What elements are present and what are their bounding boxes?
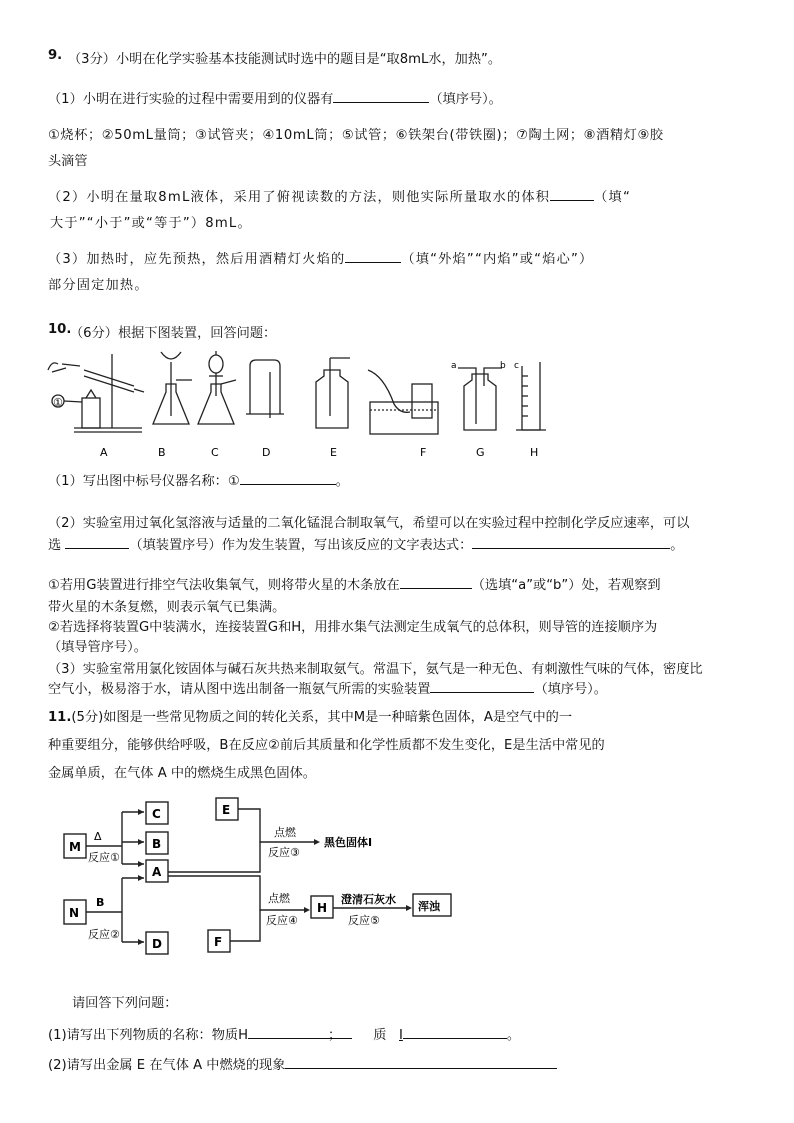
apparatus-label-f: F [420, 446, 427, 459]
apparatus-marker: ① [53, 396, 63, 409]
q10-header: （6分）根据下图装置，回答问题： [70, 326, 277, 341]
q9-part3-line2: 部分固定加热。 [48, 278, 149, 293]
q9-part3-line1 [48, 248, 593, 267]
q9-header: （3分）小明在化学实验基本技能测试时选中的题目是“取8mL水，加热”。 [68, 52, 502, 67]
q10-part3-text: 空气小，极易溶于水，请从图中选出制备一瓶氨气所需的实验装置 [48, 682, 431, 697]
q10-part3-blank[interactable] [430, 678, 534, 693]
q11-answer1-text: (1)请写出下列物质的名称：物质H [48, 1028, 249, 1043]
label-react5: 反应⑤ [348, 914, 380, 927]
label-c: C [152, 807, 161, 821]
q10-part3-line2 [48, 678, 607, 697]
label-b: B [152, 837, 162, 851]
label-h: H [317, 901, 328, 915]
apparatus-figure [44, 346, 564, 462]
q11-prompt: 请回答下列问题： [72, 996, 178, 1011]
q9-options-line1: ①烧杯；②50mL量筒；③试管夹；④10mL筒；⑤试管；⑥铁架台(带铁圈)；⑦陶土网；⑧酒精灯⑨胶 [48, 128, 664, 143]
q10-part3-tail: （填序号）。 [534, 682, 607, 697]
q9-part1-tail: （填序号）。 [429, 92, 502, 107]
q10-part2-line2 [48, 534, 683, 553]
apparatus-f-drawing [368, 370, 438, 434]
q11-answer1 [48, 1024, 520, 1043]
q11-answer1-tail: 。 [506, 1028, 521, 1043]
label-heat: Δ [94, 830, 102, 843]
q11-number: 11. [48, 710, 72, 725]
label-react3: 反应③ [268, 846, 300, 859]
label-react2: 反应② [88, 928, 120, 941]
label-catalyst-b: B [96, 896, 105, 909]
q10-part2-line1: （2）实验室用过氧化氢溶液与适量的二氧化锰混合制取氧气，希望可以在实验过程中控制化学反应速率，可以 [48, 516, 690, 531]
q11-text-line1: (5分)如图是一些常见物质之间的转化关系，其中M是一种暗紫色固体，A是空气中的一 [71, 710, 573, 725]
port-label-b: b [500, 361, 506, 371]
q11-line2: 种重要组分，能够供给呼吸，B在反应②前后其质量和化学性质都不发生变化，E是生活中常见的 [48, 738, 605, 753]
q10-part3-line1: （3）实验室常用氯化铵固体与碱石灰共热来制取氨气。常温下，氨气是一种无色、有刺激性气味的气体，密度比 [48, 662, 703, 677]
q11-answer1-sep: ； [328, 1028, 342, 1043]
q9-part2-blank[interactable] [550, 186, 594, 201]
q9-options-line2: 头滴管 [48, 154, 88, 169]
label-product-i: 黑色固体I [324, 836, 373, 849]
apparatus-a-drawing [48, 354, 144, 432]
label-a: A [152, 865, 162, 879]
q10-part2-blank1[interactable] [65, 534, 129, 549]
q9-part2-tail: （填“ [594, 190, 631, 205]
q10-part2-blank2[interactable] [472, 534, 670, 549]
port-label-a: a [451, 361, 457, 371]
q9-part1 [48, 88, 502, 107]
q9-part2-text: （2）小明在量取8mL液体，采用了俯视读数的方法，则他实际所量取水的体积 [48, 190, 551, 205]
q11-answer2-blank[interactable] [285, 1054, 557, 1069]
q11-answer1-mid: 质 [373, 1028, 387, 1043]
label-f: F [214, 935, 223, 949]
label-d: D [152, 937, 162, 951]
q10-sub1-blank[interactable] [400, 574, 472, 589]
q9-part1-text: （1）小明在进行实验的过程中需要用到的仪器有 [48, 92, 334, 107]
q11-line1 [48, 706, 572, 725]
q11-answer2 [48, 1054, 557, 1073]
apparatus-label-h: H [530, 446, 539, 459]
label-m: M [69, 840, 81, 854]
q9-part3-tail: （填“外焰”“内焰”或“焰心”） [401, 252, 594, 267]
q10-part1-tail: 。 [335, 474, 349, 489]
apparatus-label-d: D [262, 446, 271, 459]
apparatus-label-g: G [476, 446, 485, 459]
label-ignite1: 点燃 [274, 826, 296, 839]
apparatus-g-drawing [458, 368, 502, 430]
label-limewater: 澄清石灰水 [341, 893, 396, 906]
apparatus-label-e: E [330, 446, 337, 459]
q10-sub1-tail: （选填“a”或“b”）处，若观察到 [471, 578, 661, 593]
q10-part2-text-a: 选 [48, 538, 62, 553]
q10-part1-blank[interactable] [240, 470, 336, 485]
apparatus-h-drawing [516, 362, 546, 430]
q10-part2-text-b: （填装置序号）作为发生装置，写出该反应的文字表达式： [129, 538, 473, 553]
port-label-c: c [514, 361, 519, 371]
q10-sub1-line2: 带火星的木条复燃，则表示氧气已集满。 [48, 600, 286, 615]
q10-part2-tail: 。 [670, 538, 684, 553]
apparatus-label-c: C [211, 446, 219, 459]
label-turbid: 浑浊 [418, 900, 440, 913]
q9-part3-blank[interactable] [345, 248, 401, 263]
q11-answer1-label-i: I [399, 1028, 403, 1043]
label-e: E [222, 803, 231, 817]
q10-sub1-line1 [48, 574, 661, 593]
apparatus-d-drawing [246, 360, 284, 418]
label-react4: 反应④ [266, 914, 298, 927]
q10-sub1-text: ①若用G装置进行排空气法收集氧气，则将带火星的木条放在 [48, 578, 400, 593]
q11-flow-diagram [56, 792, 456, 964]
apparatus-e-drawing [316, 358, 350, 428]
q11-answer2-text: (2)请写出金属 E 在气体 A 中燃烧的现象 [48, 1058, 286, 1073]
q9-part2-line1 [48, 186, 631, 205]
label-n: N [69, 906, 80, 920]
q9-number: 9. [48, 48, 63, 63]
apparatus-label-b: B [158, 446, 166, 459]
q11-line3: 金属单质，在气体 A 中的燃烧生成黑色固体。 [48, 766, 316, 781]
label-react1: 反应① [88, 851, 120, 864]
q11-answer1-blank-i[interactable] [403, 1024, 507, 1039]
apparatus-b-drawing [153, 352, 192, 424]
q10-sub2-line1: ②若选择将装置G中装满水，连接装置G和H，用排水集气法测定生成氧气的总体积，则导管的连接顺序为 [48, 620, 658, 635]
apparatus-label-a: A [100, 446, 108, 459]
q9-part3-text: （3）加热时，应先预热，然后用酒精灯火焰的 [48, 252, 346, 267]
q9-part1-blank[interactable] [333, 88, 429, 103]
apparatus-c-drawing [198, 351, 236, 424]
q10-number: 10. [48, 322, 72, 337]
q9-part2-line2: 大于”“小于”或“等于”）8mL。 [50, 216, 252, 231]
label-ignite2: 点燃 [268, 892, 290, 905]
q10-part1-text: （1）写出图中标号仪器名称：① [48, 474, 240, 489]
q10-sub2-line2: （填导管序号）。 [48, 640, 147, 655]
q10-part1 [48, 470, 349, 489]
